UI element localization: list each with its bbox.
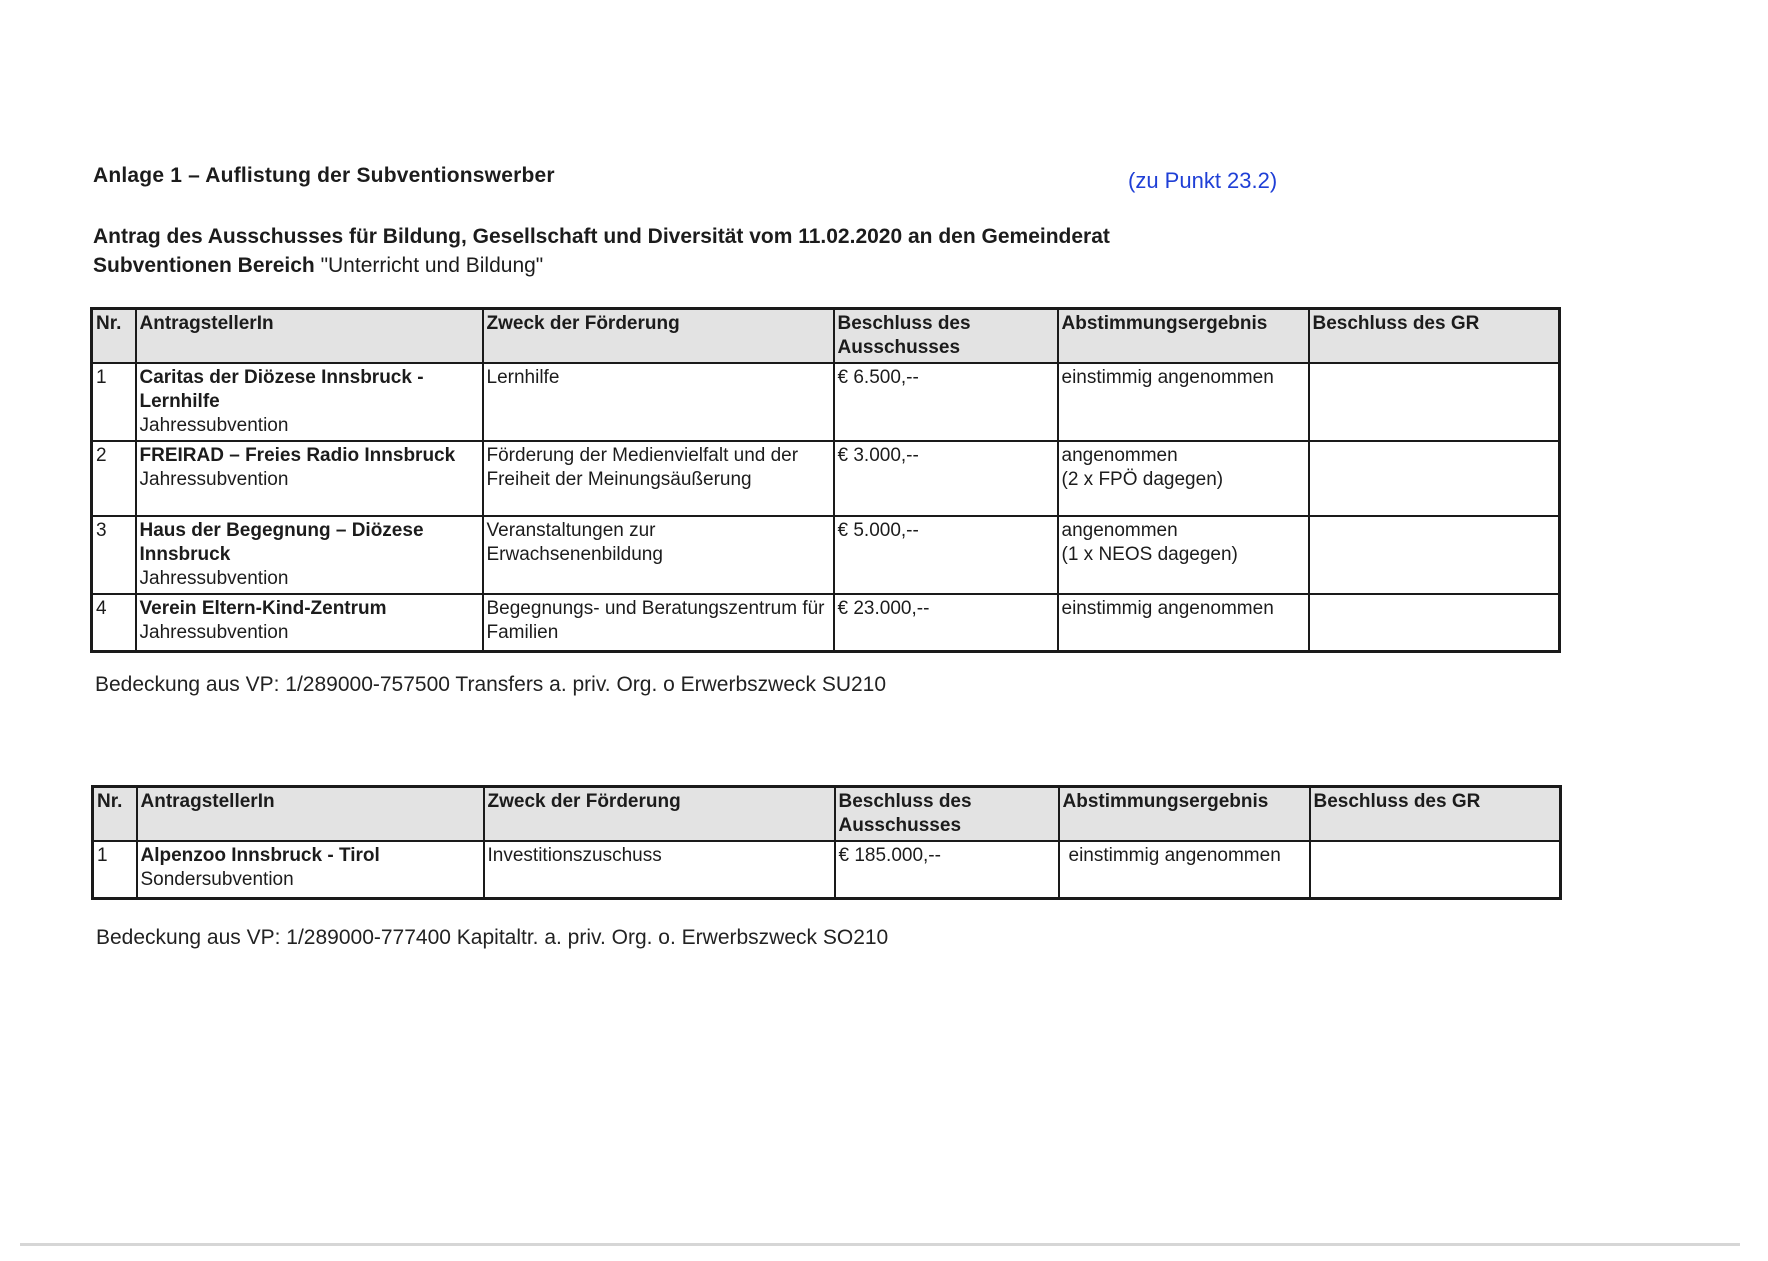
row-nr: 1 (92, 363, 136, 441)
council-decision-cell (1309, 594, 1560, 651)
subsidy-area-value: "Unterricht und Bildung" (320, 254, 544, 277)
subsidy-type: Jahressubvention (139, 568, 289, 589)
amount-cell: € 3.000,-- (834, 441, 1058, 516)
vote-result: einstimmig angenommen (1061, 367, 1274, 388)
col-header-council-decision: Beschluss des GR (1309, 309, 1560, 364)
vote-cell (1058, 441, 1309, 516)
col-header-purpose: Zweck der Förderung (483, 309, 834, 364)
vote-result: einstimmig angenommen (1061, 598, 1274, 619)
vote-cell (1058, 363, 1309, 441)
vote-cell (1059, 841, 1310, 898)
col-header-committee-decision: Beschluss des Ausschusses (834, 309, 1058, 364)
motion-heading (93, 222, 1110, 280)
subsidy-area-label: Subventionen Bereich (93, 254, 315, 277)
applicant-name: FREIRAD – Freies Radio Innsbruck (139, 445, 456, 466)
scan-edge-line (20, 1243, 1740, 1246)
subsidy-area (93, 251, 1110, 280)
subsidy-table-annual (90, 307, 1561, 653)
vote-result: einstimmig angenommen (1068, 845, 1281, 866)
vote-cell (1058, 594, 1309, 651)
applicant-cell (136, 516, 483, 594)
applicant-cell (136, 363, 483, 441)
vote-note: (1 x NEOS dagegen) (1061, 544, 1238, 565)
purpose-cell: Begegnungs- und Beratungszentrum für Familien (483, 594, 834, 651)
subsidy-type: Jahressubvention (139, 469, 289, 490)
council-decision-cell (1309, 516, 1560, 594)
table-row (92, 363, 1560, 441)
applicant-cell (137, 841, 484, 898)
subsidy-type: Jahressubvention (139, 622, 289, 643)
purpose-cell: Veranstaltungen zur Erwachsenenbildung (483, 516, 834, 594)
table-header-row (93, 787, 1561, 842)
vote-result: angenommen (1061, 520, 1178, 541)
council-decision-cell (1309, 363, 1560, 441)
vote-result: angenommen (1061, 445, 1178, 466)
applicant-cell (136, 441, 483, 516)
col-header-council-decision: Beschluss des GR (1310, 787, 1561, 842)
col-header-purpose: Zweck der Förderung (484, 787, 835, 842)
amount-cell: € 5.000,-- (834, 516, 1058, 594)
vote-cell (1058, 516, 1309, 594)
col-header-vote-result: Abstimmungsergebnis (1058, 309, 1309, 364)
subsidy-type: Jahressubvention (139, 415, 289, 436)
agenda-reference: (zu Punkt 23.2) (1128, 168, 1278, 193)
col-header-committee-decision: Beschluss des Ausschusses (835, 787, 1059, 842)
table-header-row (92, 309, 1560, 364)
col-header-applicant: AntragstellerIn (137, 787, 484, 842)
council-decision-cell (1310, 841, 1561, 898)
vote-note: (2 x FPÖ dagegen) (1061, 469, 1224, 490)
subsidy-type: Sondersubvention (140, 869, 294, 890)
motion-text: Antrag des Ausschusses für Bildung, Gesellschaft und Diversität vom 11.02.2020 an den Gemeinderat (93, 225, 1110, 248)
subsidy-table-special (91, 785, 1562, 900)
applicant-name: Haus der Begegnung – Diözese Innsbruck (139, 520, 424, 565)
col-header-applicant: AntragstellerIn (136, 309, 483, 364)
row-nr: 2 (92, 441, 136, 516)
col-header-nr: Nr. (93, 787, 137, 842)
table-row (92, 441, 1560, 516)
purpose-cell: Förderung der Medienvielfalt und der Freiheit der Meinungsäußerung (483, 441, 834, 516)
applicant-cell (136, 594, 483, 651)
applicant-name: Alpenzoo Innsbruck - Tirol (140, 845, 380, 866)
table-row (93, 841, 1561, 898)
amount-cell: € 185.000,-- (835, 841, 1059, 898)
coverage-note-2: Bedeckung aus VP: 1/289000-777400 Kapitaltr. a. priv. Org. o. Erwerbszweck SO210 (96, 926, 889, 949)
table-row (92, 516, 1560, 594)
purpose-cell: Investitionszuschuss (484, 841, 835, 898)
col-header-vote-result: Abstimmungsergebnis (1059, 787, 1310, 842)
amount-cell: € 6.500,-- (834, 363, 1058, 441)
row-nr: 3 (92, 516, 136, 594)
applicant-name: Verein Eltern-Kind-Zentrum (139, 598, 387, 619)
col-header-nr: Nr. (92, 309, 136, 364)
amount-cell: € 23.000,-- (834, 594, 1058, 651)
table-row (92, 594, 1560, 651)
applicant-name: Caritas der Diözese Innsbruck - Lernhilfe (139, 367, 424, 412)
document-title: Anlage 1 – Auflistung der Subventionswerber (93, 164, 555, 187)
council-decision-cell (1309, 441, 1560, 516)
row-nr: 4 (92, 594, 136, 651)
coverage-note-1: Bedeckung aus VP: 1/289000-757500 Transfers a. priv. Org. o Erwerbszweck SU210 (95, 673, 887, 696)
row-nr: 1 (93, 841, 137, 898)
purpose-cell: Lernhilfe (483, 363, 834, 441)
